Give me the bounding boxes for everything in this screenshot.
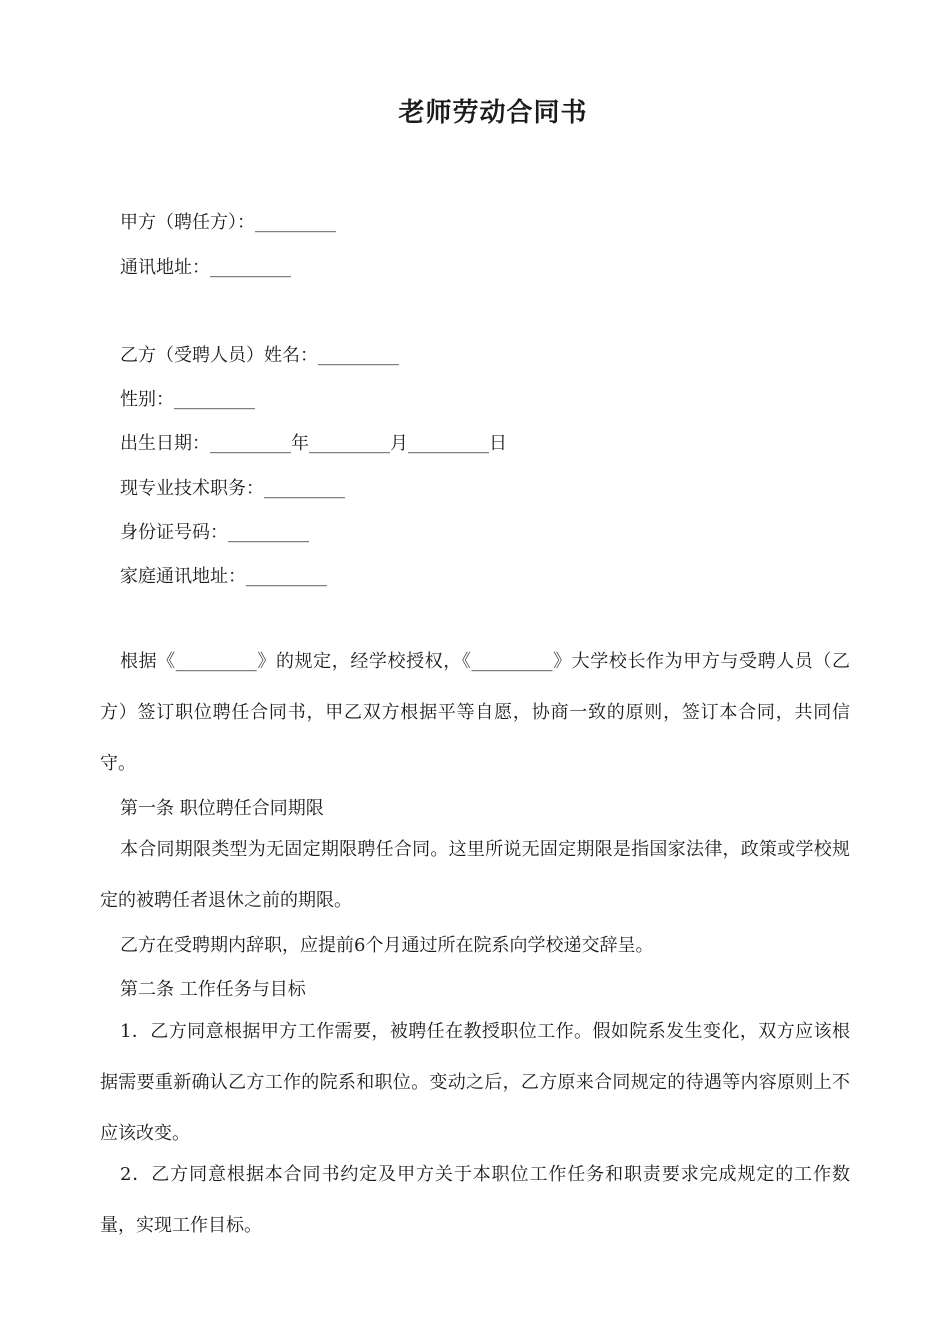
article2-heading: 第二条 工作任务与目标: [120, 979, 306, 1000]
preamble-paragraph: 根据《_________》的规定，经学校授权，《_________》大学校长作为甲方与受聘人员（乙方）签订职位聘任合同书，甲乙双方根据平等自愿，协商一致的原则，签订本合同，共同信守。: [100, 651, 850, 774]
article1-paragraph-2: 乙方在受聘期内辞职，应提前6个月通过所在院系向学校递交辞呈。: [120, 935, 654, 956]
party-a-name-line: 甲方（聘任方）：_________: [120, 212, 336, 233]
party-b-title-line: 现专业技术职务：_________: [120, 478, 345, 499]
document-title: 老师劳动合同书: [398, 98, 588, 128]
article2-item-2: 2．乙方同意根据本合同书约定及甲方关于本职位工作任务和职责要求完成规定的工作数量，实现工作目标。: [100, 1164, 850, 1236]
party-b-name-line: 乙方（受聘人员）姓名：_________: [120, 345, 399, 366]
article1-heading: 第一条 职位聘任合同期限: [120, 798, 324, 819]
article2-item-1: 1．乙方同意根据甲方工作需要，被聘任在教授职位工作。假如院系发生变化，双方应该根据需要重新确认乙方工作的院系和职位。变动之后，乙方原来合同规定的待遇等内容原则上不应该改变。: [100, 1021, 850, 1144]
article1-paragraph-1: 本合同期限类型为无固定期限聘任合同。这里所说无固定期限是指国家法律，政策或学校规定的被聘任者退休之前的期限。: [100, 839, 850, 911]
party-b-gender-line: 性别：_________: [120, 389, 255, 410]
party-b-home-address-line: 家庭通讯地址：_________: [120, 566, 327, 587]
party-b-birthdate-line: 出生日期：_________年_________月_________日: [120, 433, 507, 454]
party-a-address-line: 通讯地址：_________: [120, 257, 291, 278]
party-b-id-line: 身份证号码：_________: [120, 522, 309, 543]
